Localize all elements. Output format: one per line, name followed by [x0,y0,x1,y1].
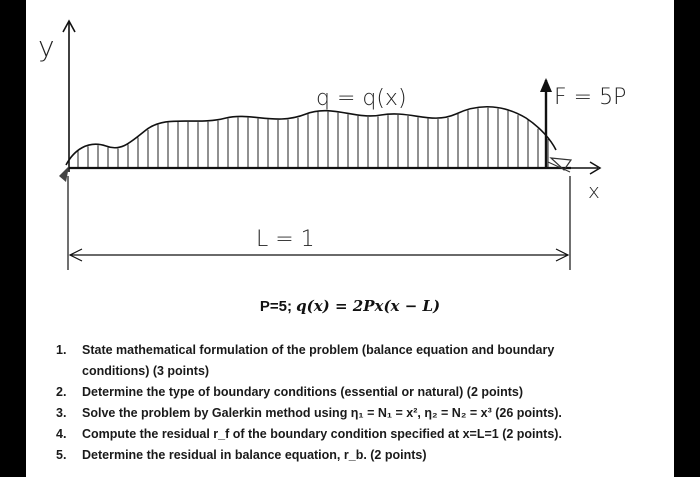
list-item [56,424,656,445]
list-item-number: 1. [56,343,67,357]
formula-prefix: P=5; [259,298,297,315]
list-item-number: 2. [56,385,67,399]
left-black-bar [0,0,26,477]
document-page [26,0,674,477]
task-list [56,340,656,466]
list-item-text: Determine the type of boundary conditions (essential or natural) (2 points) [82,385,524,399]
list-item-text: Compute the residual r_f of the boundary condition specified at x=L=1 (2 points). [82,427,562,441]
list-item-number: 4. [56,427,67,441]
list-item [56,382,656,403]
list-item [56,340,656,382]
list-item-text: State mathematical formulation of the problem (balance equation and boundary [82,343,555,357]
y-axis-label: y [38,30,55,63]
list-item-continuation: conditions) (3 points) [82,364,210,378]
list-item-text: Solve the problem by Galerkin method using η₁ = N₁ = x², η₂ = N₂ = x³ (26 points). [82,406,562,420]
list-item [56,403,656,424]
list-item-text: Determine the residual in balance equation, r_b. (2 points) [82,448,427,462]
load-hatching [78,108,548,167]
x-axis-label: x [588,179,600,203]
force-arrow-icon [540,78,552,92]
list-item [56,445,656,466]
load-curve [66,107,556,165]
list-item-number: 3. [56,406,67,420]
formula-expression: q(x) = 2Px(x − L) [296,297,441,315]
problem-formula [26,297,674,315]
beam-diagram [26,0,674,290]
right-black-bar [674,0,700,477]
length-label: L = 1 [256,227,315,252]
load-label: q = q(x) [316,86,407,111]
force-label: F = 5P [554,85,627,110]
list-item-number: 5. [56,448,67,462]
